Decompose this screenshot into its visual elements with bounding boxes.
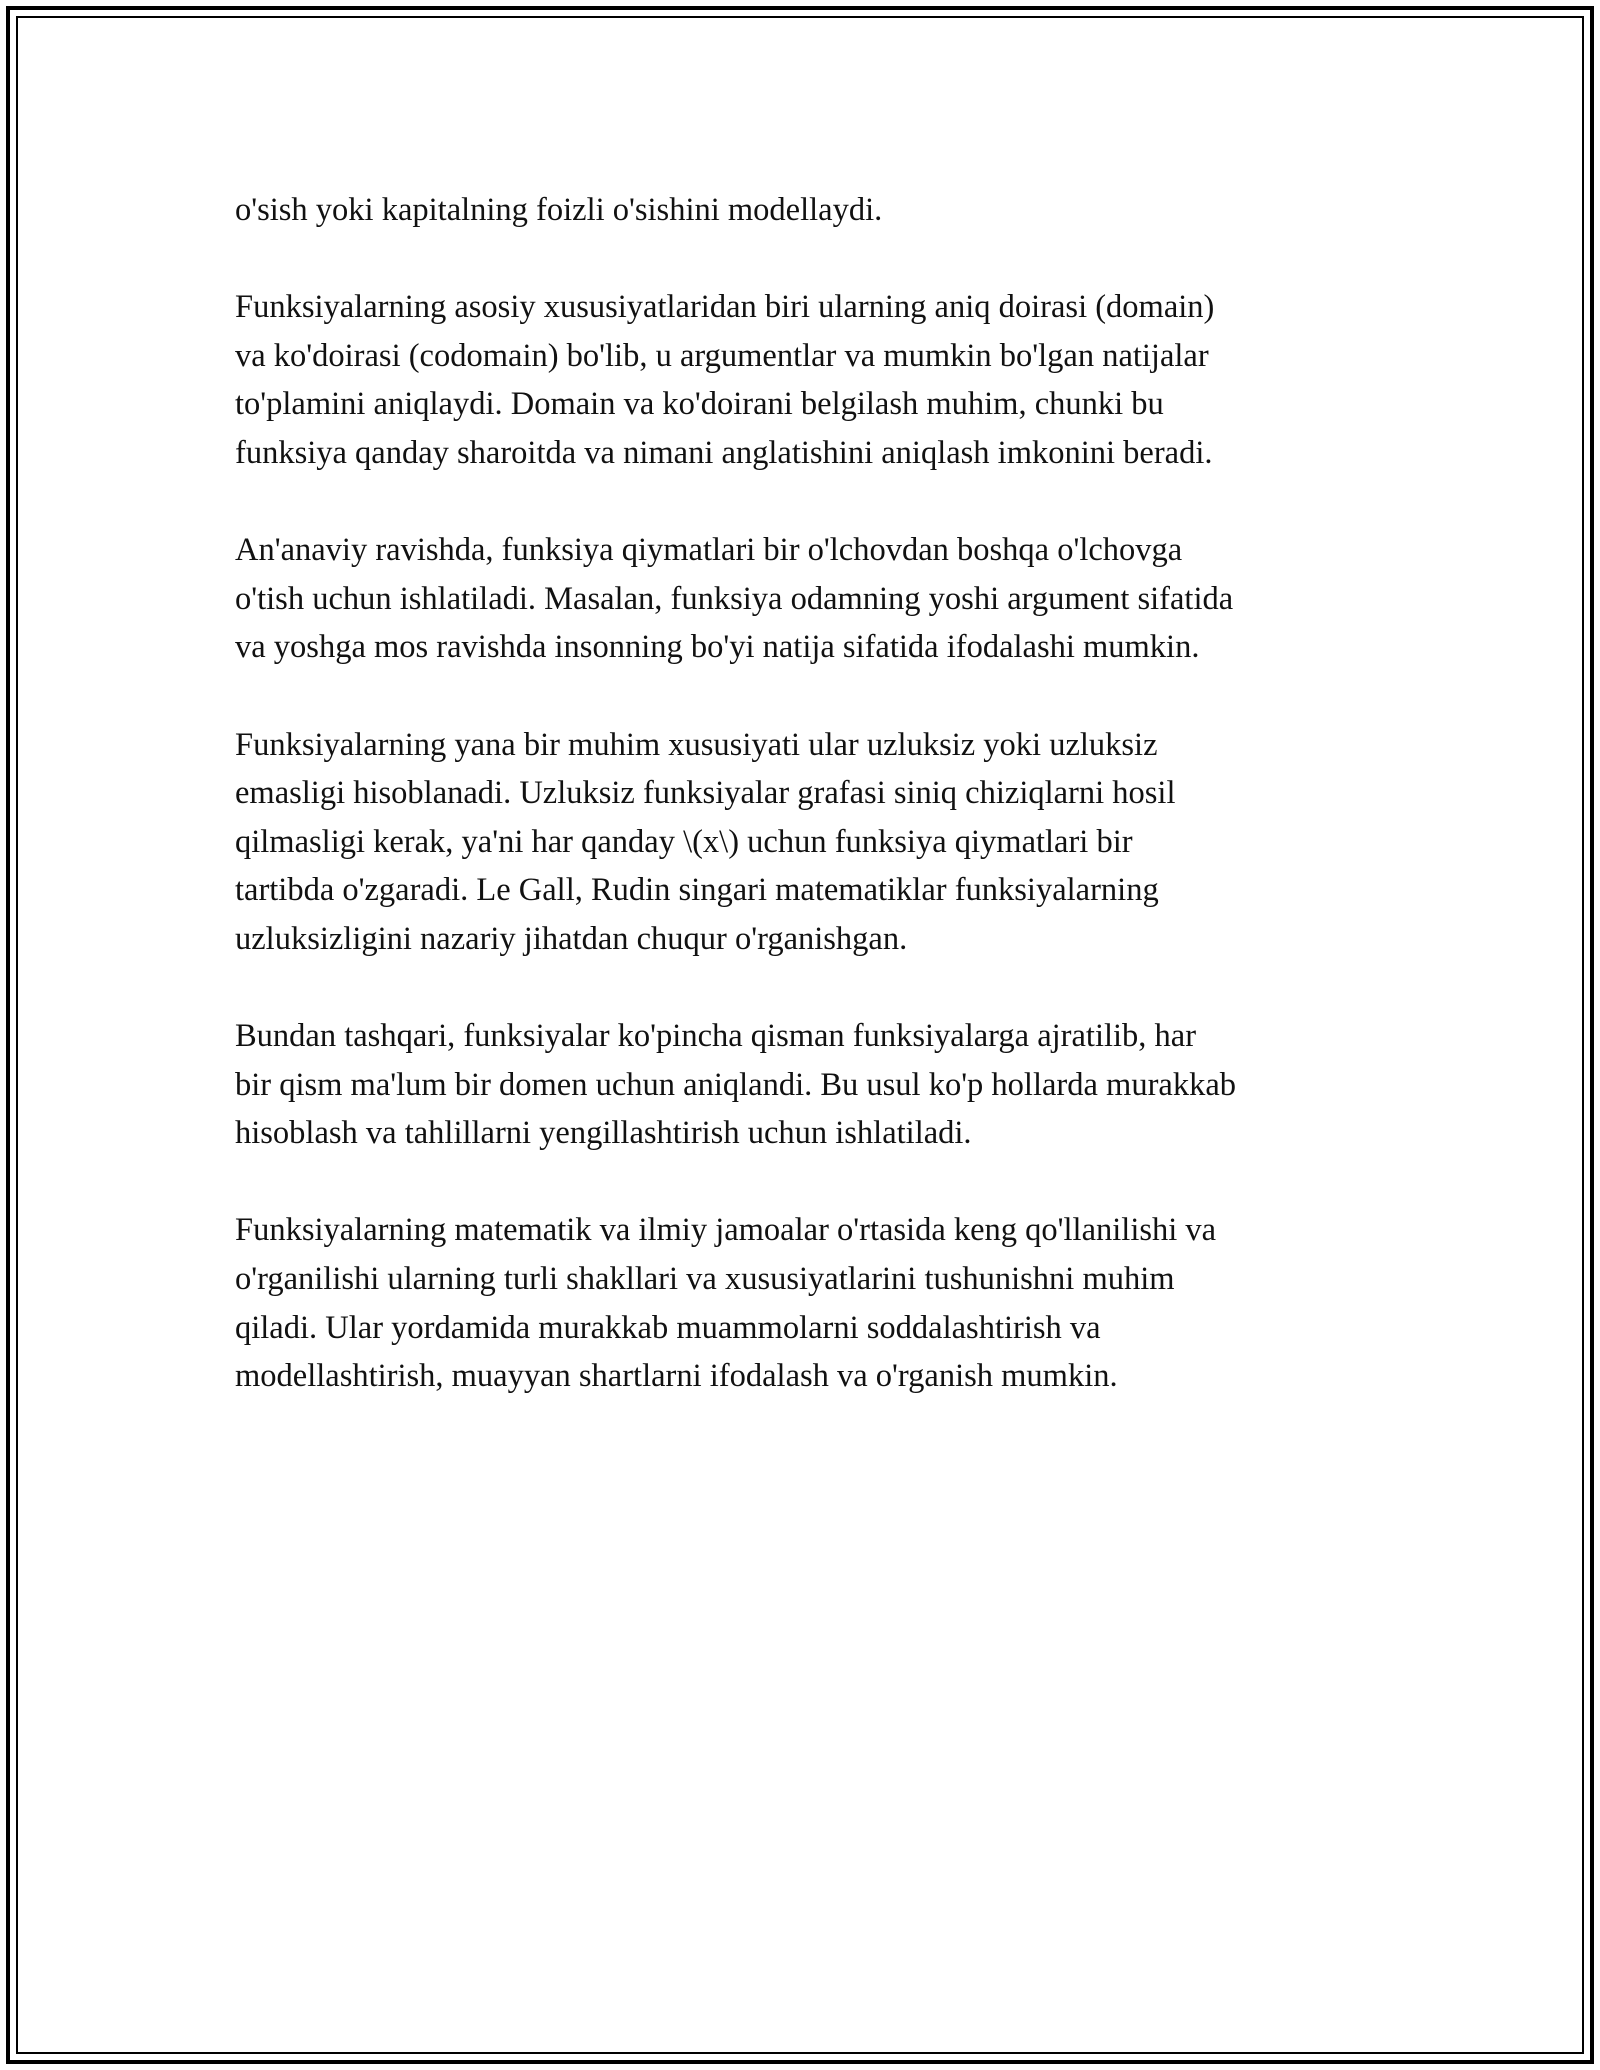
paragraph-6: Funksiyalarning matematik va ilmiy jamoalar o'rtasida keng qo'llanilishi va o'rganilishi ularning turli shakllari va xususiyatlarini tushunishni muhim qiladi. Ular yordamida murakkab muammolarni soddalashtirish va modellashtirish, muayyan shartlarni ifodalash va o'rganish mumkin. — [235, 1212, 1217, 1395]
document-body — [235, 186, 1375, 1449]
paragraph-4: Funksiyalarning yana bir muhim xususiyati ular uzluksiz yoki uzluksiz emasligi hisoblanadi. Uzluksiz funksiyalar grafasi siniq chiziqlarni hosil qilmasligi kerak, ya'ni har qanday \(x\) uchun funksiya qiymatlari bir tartibda o'zgaradi. Le Gall, Rudin singari matematiklar funksiyalarning uzluksizligini nazariy jihatdan chuqur o'rganishgan. — [235, 726, 1176, 957]
paragraph-2: Funksiyalarning asosiy xususiyatlaridan biri ularning aniq doirasi (domain) va ko'doirasi (codomain) bo'lib, u argumentlar va mumkin bo'lgan natijalar to'plamini aniqlaydi. Domain va ko'doirani belgilash muhim, chunki bu funksiya qanday sharoitda va nimani anglatishini aniqlash imkonini beradi. — [235, 289, 1215, 471]
paragraph-1: o'sish yoki kapitalning foizli o'sishini modellaydi. — [235, 192, 883, 228]
paragraph-3: An'anaviy ravishda, funksiya qiymatlari bir o'lchovdan boshqa o'lchovga o'tish uchun ishlatiladi. Masalan, funksiya odamning yoshi argument sifatida va yoshga mos ravishda insonning bo'yi natija sifatida ifodalashi mumkin. — [235, 532, 1234, 666]
paragraph-5: Bundan tashqari, funksiyalar ko'pincha qisman funksiyalarga ajratilib, har bir qism ma'lum bir domen uchun aniqlandi. Bu usul ko'p hollarda murakkab hisoblash va tahlillarni yengillashtirish uchun ishlatiladi. — [235, 1018, 1236, 1152]
